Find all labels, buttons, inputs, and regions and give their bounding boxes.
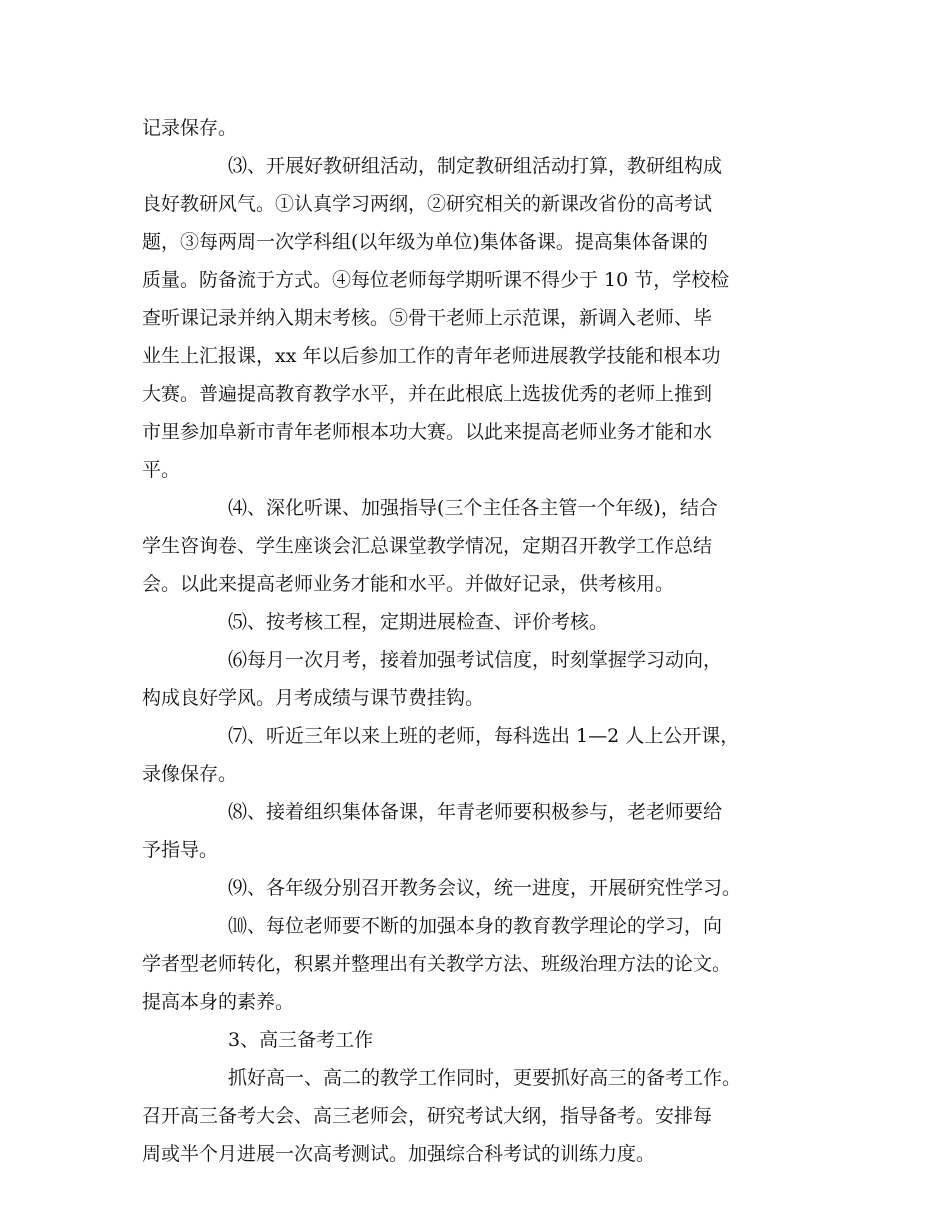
text-line: 召开高三备考大会、高三老师会，研究考试大纲，指导备考。安排每 <box>142 1105 713 1127</box>
text-line: 平。 <box>142 459 181 481</box>
text-line: 周或半个月进展一次高考测试。加强综合科考试的训练力度。 <box>142 1143 656 1165</box>
text-line: 予指导。 <box>142 839 219 861</box>
text-line: 记录保存。 <box>142 117 238 139</box>
text-line: 查听课记录并纳入期末考核。⑤骨干老师上示范课，新调入老师、毕 <box>142 307 713 329</box>
text-line: ⑹每月一次月考，接着加强考试信度，时刻掌握学习动向， <box>228 649 723 671</box>
text-line: 学生咨询卷、学生座谈会汇总课堂教学情况，定期召开教学工作总结 <box>142 535 713 557</box>
text-line: 市里参加阜新市青年老师根本功大赛。以此来提高老师业务才能和水 <box>142 421 713 443</box>
text-line: ⑺、听近三年以来上班的老师，每科选出 1—2 人上公开课， <box>228 725 740 747</box>
text-line: 学者型老师转化，积累并整理出有关教学方法、班级治理方法的论文。 <box>142 953 732 975</box>
text-line: 业生上汇报课，xx 年以后参加工作的青年老师进展教学技能和根本功 <box>142 345 721 367</box>
text-line: 提高本身的素养。 <box>142 991 295 1013</box>
text-line: 会。以此来提高老师业务才能和水平。并做好记录，供考核用。 <box>142 573 675 595</box>
section-heading: 3、高三备考工作 <box>228 1029 374 1051</box>
text-line: ⑻、接着组织集体备课，年青老师要积极参与，老老师要给 <box>228 801 723 823</box>
text-line: 构成良好学风。月考成绩与课节费挂钩。 <box>142 687 485 709</box>
text-line: ⑼、各年级分别召开教务会议，统一进度，开展研究性学习。 <box>228 877 742 899</box>
text-line: 录像保存。 <box>142 763 238 785</box>
text-line: 大赛。普遍提高教育教学水平，并在此根底上选拔优秀的老师上推到 <box>142 383 713 405</box>
text-line: 题，③每两周一次学科组(以年级为单位)集体备课。提高集体备课的 <box>142 231 708 253</box>
text-line: 抓好高一、高二的教学工作同时，更要抓好高三的备考工作。 <box>228 1067 742 1089</box>
text-line: ⑷、深化听课、加强指导(三个主任各主管一个年级)，结合 <box>228 497 718 519</box>
text-line: ⑸、按考核工程，定期进展检查、评价考核。 <box>228 611 609 633</box>
text-line: 良好教研风气。①认真学习两纲，②研究相关的新课改省份的高考试 <box>142 193 713 215</box>
text-line: 质量。防备流于方式。④每位老师每学期听课不得少于 10 节，学校检 <box>142 269 730 291</box>
text-line: ⑽、每位老师要不断的加强本身的教育教学理论的学习，向 <box>228 915 723 937</box>
text-line: ⑶、开展好教研组活动，制定教研组活动打算，教研组构成 <box>228 155 723 177</box>
